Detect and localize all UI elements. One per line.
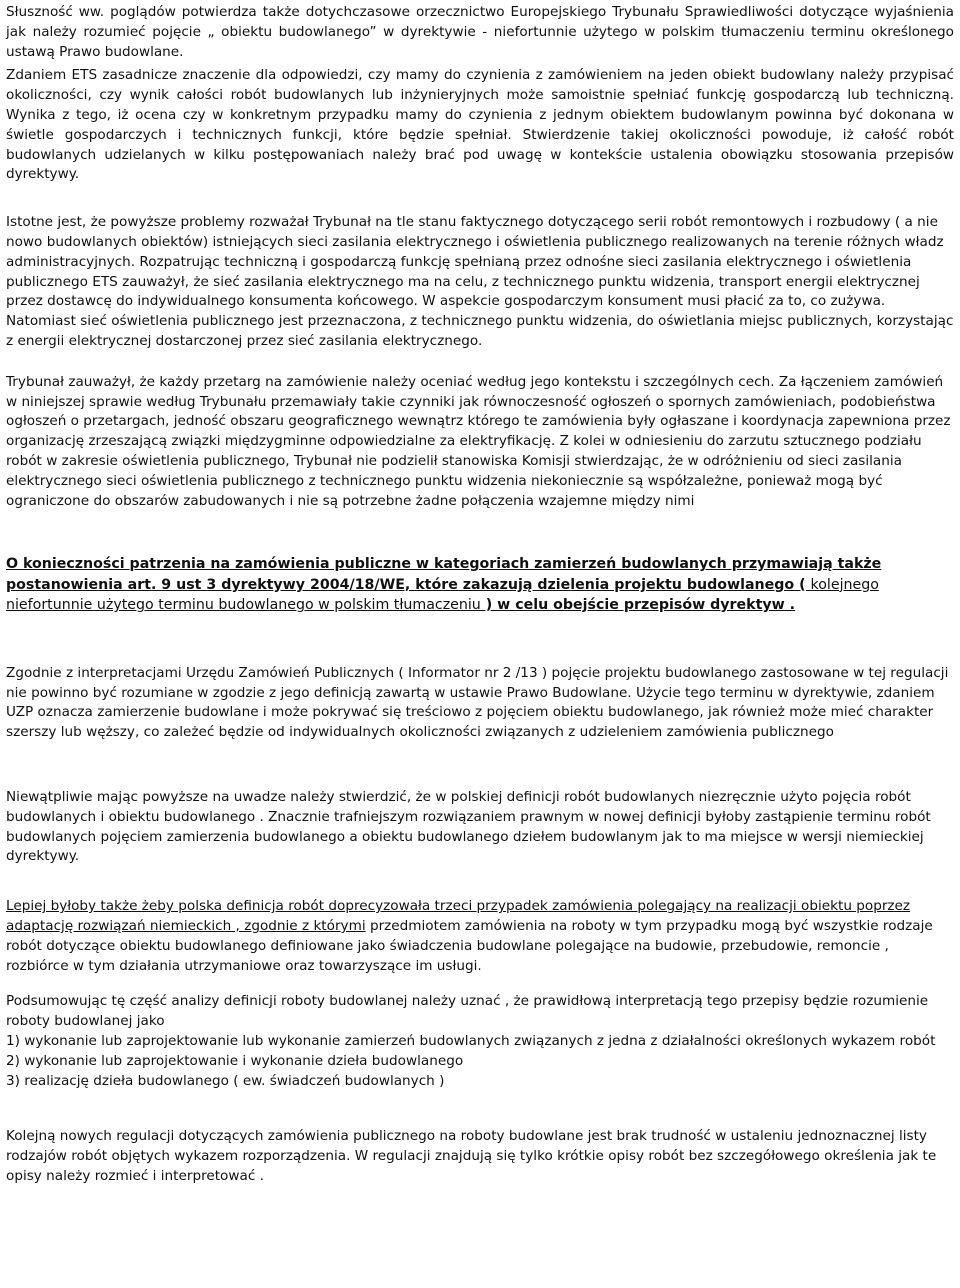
heading-note: kolejnego niefortunnie użytego terminu budowlanego w polskim tłumaczeniu: [6, 576, 879, 614]
paragraph-ets-case-law: Słuszność ww. poglądów potwierdza także dotychczasowe orzecznictwo Europejskiego Trybunału Sprawiedliwości dotyczące wyjaśnienia jak należy rozumieć pojęcie „ obiektu budowlanego” w dyrektywie - niefortunnie użytego w polskim tłumaczeniu terminu określonego ustawą Prawo budowlane.: [6, 4, 954, 60]
paragraph-ets-opinion: Zdaniem ETS zasadnicze znaczenie dla odpowiedzi, czy mamy do czynienia z zamówieniem na jeden obiekt budowlany należy przypisać okoliczności, czy wynik całości robót budowlanych lub inżynieryjnych może samoistnie spełniać funkcję gospodarczą lub techniczną. Wynika z tego, iż ocena czy w konkretnym przypadku mamy do czynienia z jednym obiektem budowlanym powinna być dokonana w świetle gospodarczych i technicznych funkcji, które będzie spełniał. Stwierdzenie takiej okoliczności powoduje, iż całość robót budowlanych udzielanych w kilku postępowaniach należy brać pod uwagę w kontekście ustalenia obowiązku stosowania przepisów dyrektywy.: [6, 67, 954, 183]
list-item: 1) wykonanie lub zaprojektowanie lub wykonanie zamierzeń budowlanych związanych z jedna z działalności określonych wykazem robót: [6, 1032, 936, 1049]
underlined-text: Lepiej byłoby także żeby polska definicja robót doprecyzowała trzeci przypadek zamówienia polegający na realizacji obiektu poprzez adaptację rozwiązań niemieckich , zgodnie z którymi: [6, 898, 911, 934]
paragraph-uzp-interpretation: Zgodnie z interpretacjami Urzędu Zamówień Publicznych ( Informator nr 2 /13 ) pojęcie projektu budowlanego zastosowane w tej regulacji nie powinno być rozumiane w zgodzie z jego definicją zawartą w ustawie Prawo Budowlane. Użycie tego terminu w dyrektywie, zdaniem UZP oznacza zamierzenie budowlane i może pokrywać się treściowo z pojęciem obiektu budowlanego, jak również może mieć charakter szerszy lub węższy, co zależeć będzie od indywidualnych okoliczności związanych z udzieleniem zamówienia publicznego: [6, 664, 949, 741]
document-page: [0, 3, 960, 1288]
paragraph-trybunal-tender: Trybunał zauważył, że każdy przetarg na zamówienie należy oceniać według jego kontekstu i szczególnych cech. Za łączeniem zamówień w niniejszej sprawie według Trybunału przemawiały takie czynniki jak równoczesność ogłoszeń o spornych zamówieniach, podobieństwa ogłoszeń o przetargach, jedność obszaru geograficznego wewnątrz którego te zamówienia były ogłaszane i koordynacja zapewniona przez organizację zrzeszającą związki międzygminne odpowiedzialne za elektryfikację. Z kolei w odniesieniu do zarzutu sztucznego podziału robót w zakresie oświetlenia publicznego, Trybunał nie podzielił stanowiska Komisji stwierdzając, że w odróżnieniu od sieci zasilania elektrycznego sieci oświetlenia publicznego z technicznego punktu widzenia niekoniecznie są współzależne, ponieważ mogą być ograniczone do obszarów zabudowanych i nie są potrzebne żadne połączenia wzajemne między nimi: [6, 373, 951, 509]
paragraph-rest: przedmiotem zamówienia na roboty w tym przypadku mogą być wszystkie rodzaje robót dotyczące obiektu budowlanego definiowane jako świadczenia budowlane polegające na budowie, przebudowie, remoncie , rozbiórce w tym działania utrzymaniowe oraz towarzyszące im usługi.: [6, 918, 933, 974]
list-item: 3) realizację dzieła budowlanego ( ew. świadczeń budowlanych ): [6, 1072, 445, 1089]
paragraph-polish-definition: Niewątpliwie mając powyższe na uwadze należy stwierdzić, że w polskiej definicji robót budowlanych niezręcznie użyto pojęcia robót budowlanych i obiektu budowlanego . Znacznie trafniejszym rozwiązaniem prawnym w nowej definicji byłoby zastąpienie terminu robót budowlanych pojęciem zamierzenia budowlanego a obiektu budowlanego dziełem budowlanym jak to ma miejsce w wersji niemieckiej dyrektywy.: [6, 789, 931, 865]
paragraph-trybunal-problems: Istotne jest, że powyższe problemy rozważał Trybunał na tle stanu faktycznego dotyczącego serii robót remontowych i rozbudowy ( a nie nowo budowlanych obiektów) istniejących sieci zasilania elektrycznego i oświetlenia publicznego realizowanych na terenie różnych władz administracyjnych. Rozpatrując techniczną i gospodarczą funkcję spełnianą przez odnośne sieci zasilania elektrycznego i oświetlenia publicznego ETS zauważył, że sieć zasilania elektrycznego ma na celu, z technicznego punktu widzenia, transport energii elektrycznej przez dostawcę do indywidualnego konsumenta końcowego. W aspekcie gospodarczym konsument musi płacić za to, co zużywa. Natomiast sieć oświetlenia publicznego jest przeznaczona, z technicznego punktu widzenia, do oświetlania miejsc publicznych, korzystając z energii elektrycznej dostarczonej przez sieć zasilania elektrycznego.: [6, 214, 954, 349]
paragraph-regulation-list: Kolejną nowych regulacji dotyczących zamówienia publicznego na roboty budowlane jest brak trudność w ustaleniu jednoznacznej listy rodzajów robót objętych wykazem rozporządzenia. W regulacji znajdują się tylko krótkie opisy robót bez szczegółowego określenia jak te opisy należy rozmieć i interpretować .: [6, 1128, 937, 1184]
heading-part-1: O konieczności patrzenia na zamówienia publiczne w kategoriach zamierzeń budowlanych przymawiają także postanowienia art. 9 ust 3 dyrektywy 2004/18/WE, które zakazują dzielenia projektu budowlanego (: [6, 556, 882, 593]
paragraph-summary: Podsumowując tę część analizy definicji roboty budowlanej należy uznać , że prawidłową interpretacją tego przepisy będzie rozumienie roboty budowlanej jako: [6, 993, 929, 1030]
heading-part-3: ) w celu obejście przepisów dyrektyw .: [480, 597, 796, 614]
list-item: 2) wykonanie lub zaprojektowanie i wykonanie dzieła budowlanego: [6, 1052, 464, 1069]
paragraph-german-adaptation: [6, 897, 954, 976]
section-heading-directive: [6, 554, 954, 616]
